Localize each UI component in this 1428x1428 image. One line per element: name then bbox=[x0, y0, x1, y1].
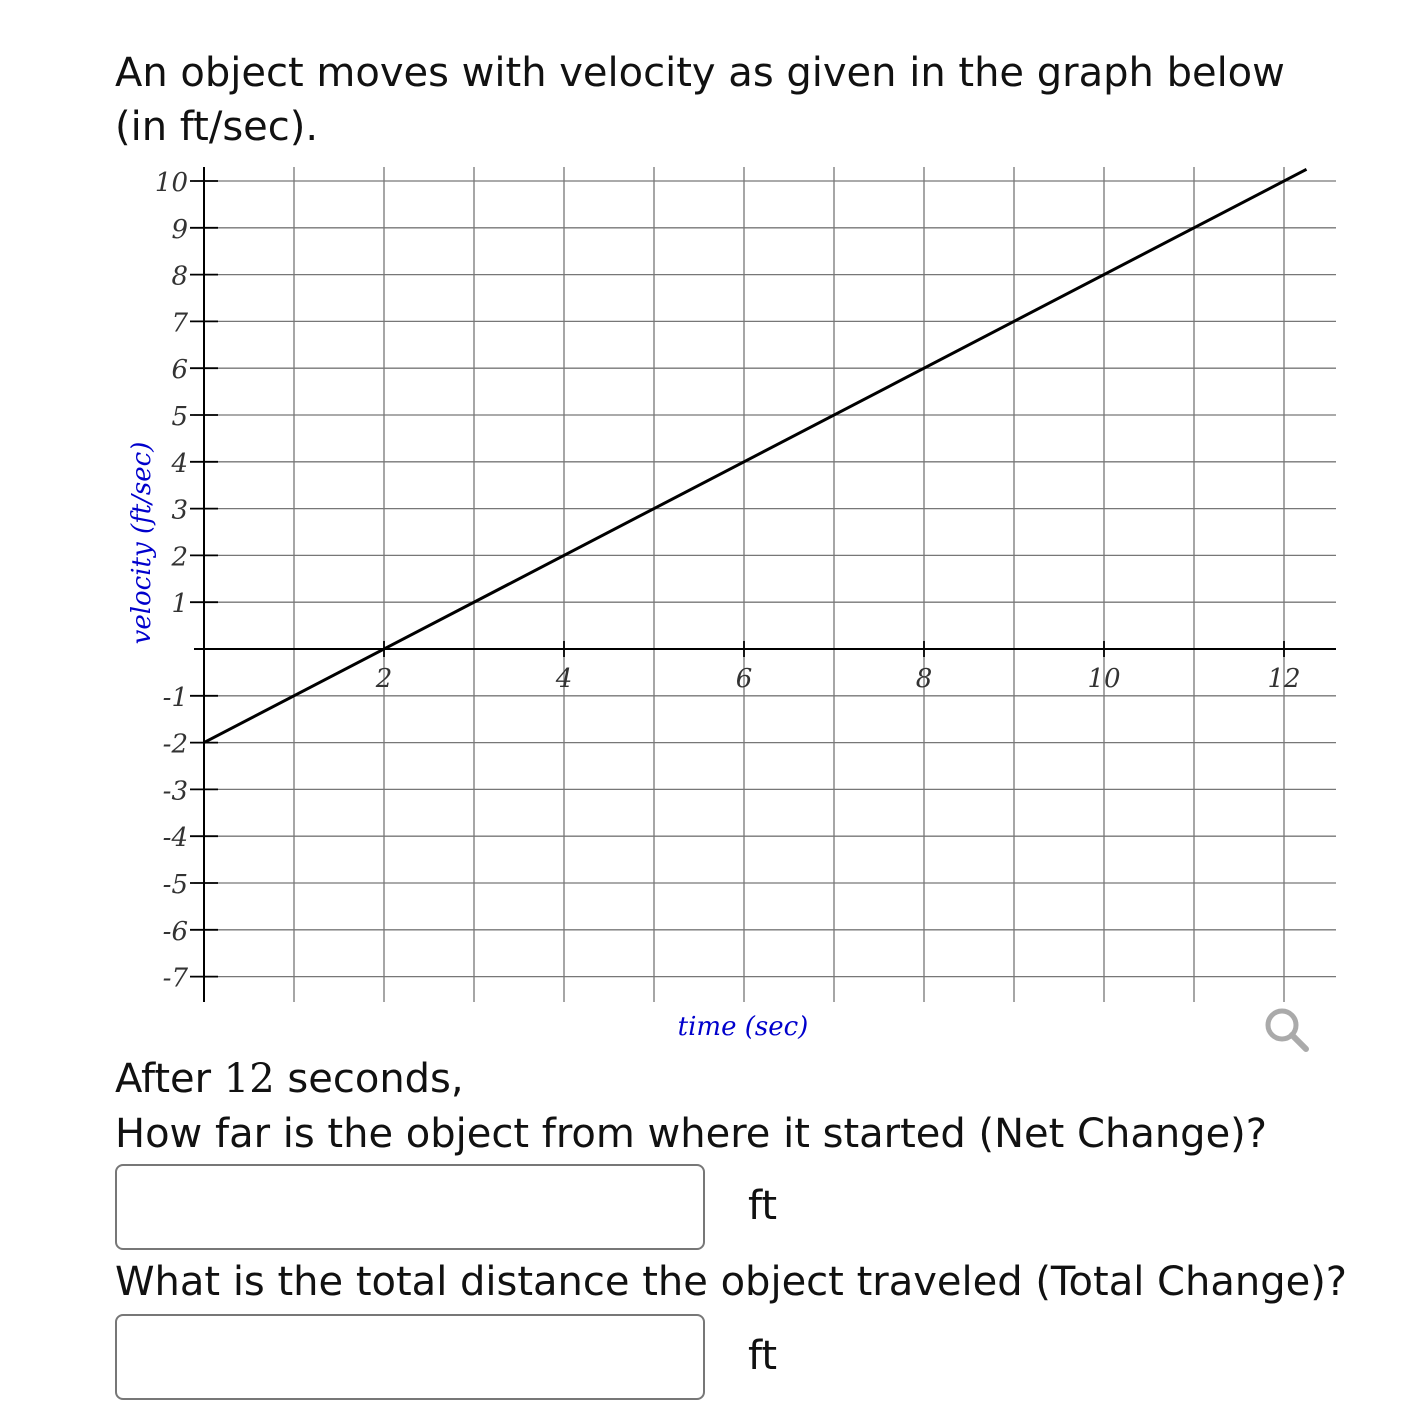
y-tick-label: -2 bbox=[162, 729, 188, 760]
y-tick-label: 8 bbox=[171, 261, 188, 292]
question-net-change: How far is the object from where it started (Net Change)? bbox=[115, 1111, 1268, 1157]
y-tick-label: 10 bbox=[154, 168, 188, 198]
y-tick-label: -3 bbox=[162, 776, 188, 807]
x-axis-label: time (sec) bbox=[677, 1012, 809, 1042]
y-tick-label: 3 bbox=[171, 495, 188, 526]
magnifier-icon[interactable] bbox=[1262, 1005, 1312, 1055]
y-tick-label: -5 bbox=[162, 870, 188, 900]
y-tick-label: -1 bbox=[162, 682, 188, 713]
problem-intro: An object moves with velocity as given in the graph below (in ft/sec). bbox=[115, 50, 1285, 150]
series-line-velocity bbox=[204, 169, 1307, 742]
y-tick-label: 9 bbox=[171, 214, 188, 245]
question-total-change: What is the total distance the object traveled (Total Change)? bbox=[115, 1259, 1348, 1305]
x-tick-label: 8 bbox=[915, 664, 933, 694]
y-tick-label: 5 bbox=[171, 402, 188, 432]
x-tick-label: 12 bbox=[1267, 664, 1301, 694]
total-change-unit: ft bbox=[748, 1333, 778, 1379]
net-change-input[interactable] bbox=[115, 1164, 705, 1250]
net-change-unit: ft bbox=[748, 1183, 778, 1229]
after-prefix: After bbox=[115, 1056, 224, 1102]
x-tick-label: 10 bbox=[1087, 664, 1121, 694]
after-text bbox=[115, 1053, 464, 1105]
y-tick-label: -4 bbox=[162, 823, 188, 854]
chart-series bbox=[204, 169, 1307, 742]
after-suffix: seconds, bbox=[274, 1056, 464, 1102]
y-tick-label: -6 bbox=[162, 916, 188, 947]
x-tick-label: 2 bbox=[375, 664, 393, 694]
total-change-input[interactable] bbox=[115, 1314, 705, 1400]
chart-grid bbox=[194, 167, 1336, 1002]
after-value: 12 bbox=[223, 1056, 275, 1102]
y-tick-label: 4 bbox=[171, 448, 188, 479]
y-tick-label: 1 bbox=[171, 589, 188, 620]
y-tick-label: 2 bbox=[171, 542, 188, 573]
y-tick-label: 6 bbox=[171, 355, 188, 386]
x-tick-label: 6 bbox=[735, 664, 753, 694]
y-axis-label: velocity (ft/sec) bbox=[127, 441, 157, 645]
y-tick-label: -7 bbox=[162, 963, 188, 994]
chart-ticks bbox=[155, 168, 1301, 994]
x-tick-label: 4 bbox=[555, 664, 573, 694]
chart-axes bbox=[194, 167, 1336, 1002]
y-tick-label: 7 bbox=[171, 308, 188, 339]
